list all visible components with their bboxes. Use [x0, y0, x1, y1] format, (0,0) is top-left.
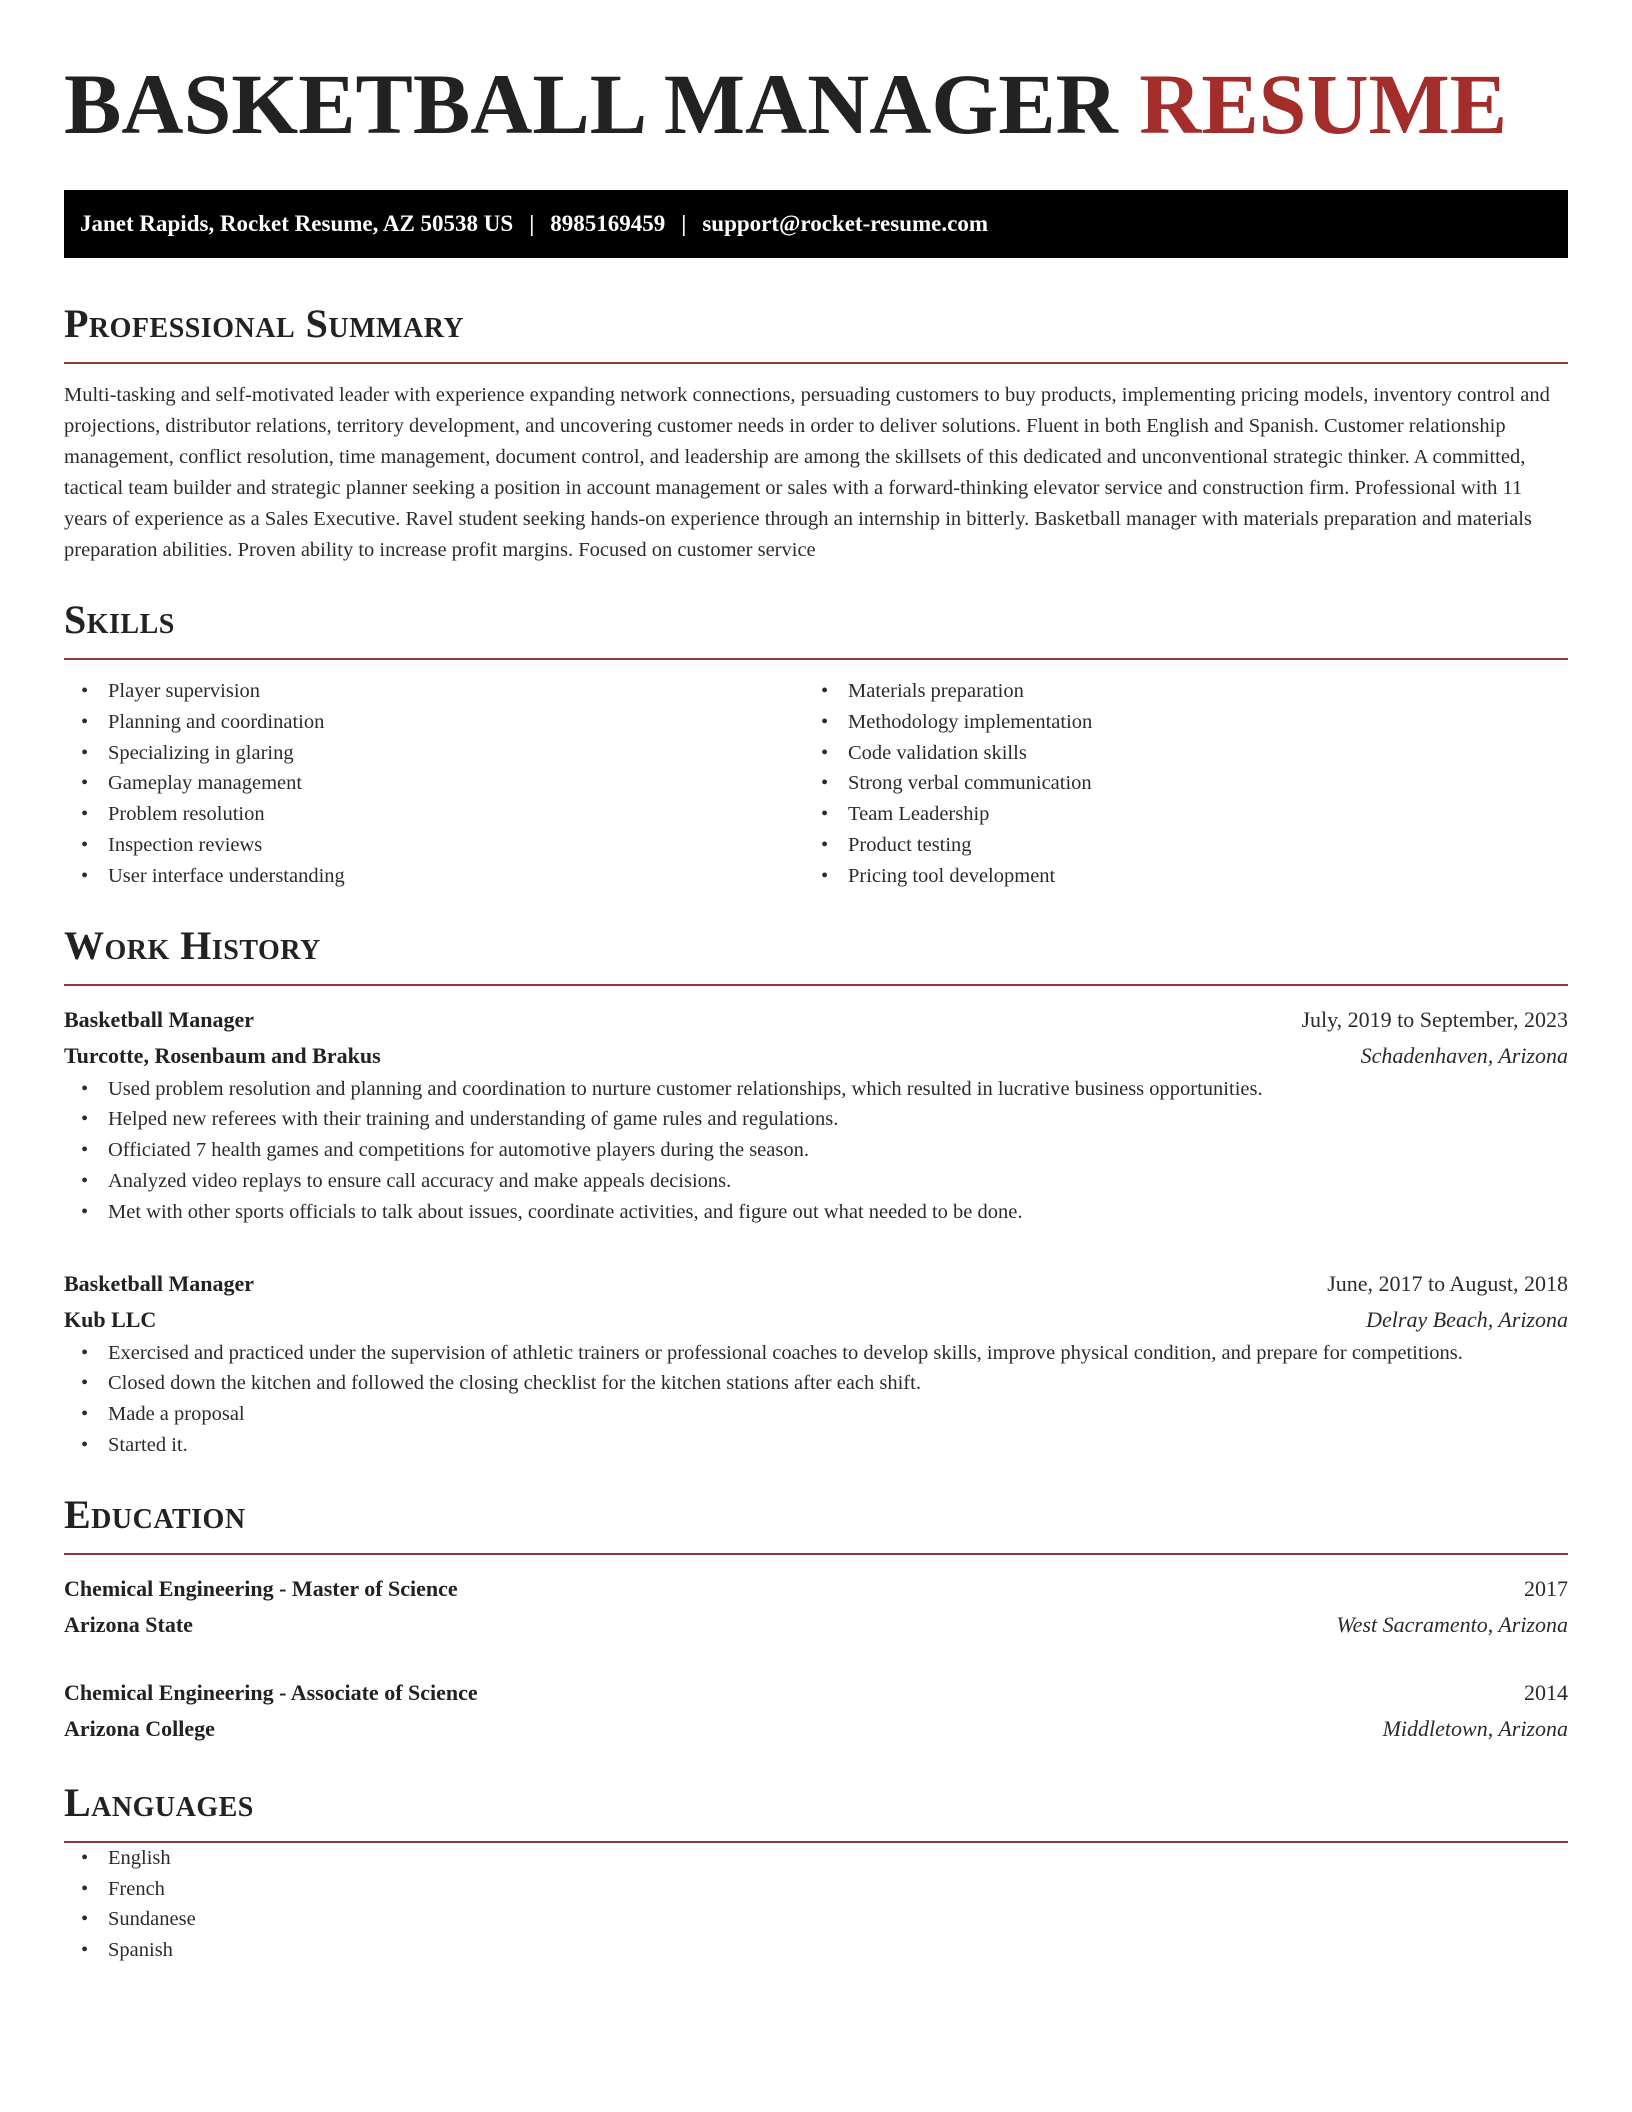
- languages-section: [64, 1779, 1568, 1966]
- skills-list-right: [804, 676, 1544, 892]
- contact-separator: |: [681, 211, 687, 236]
- job-duty: • Made a proposal: [108, 1399, 1568, 1430]
- job-company-row: [64, 1038, 1568, 1074]
- language-item: • English: [108, 1843, 1568, 1874]
- summary-section: [64, 300, 1568, 566]
- skill-item: • Planning and coordination: [108, 707, 804, 738]
- job-company: Kub LLC: [64, 1306, 157, 1332]
- section-divider: [64, 1553, 1568, 1555]
- contact-separator: |: [529, 211, 535, 236]
- contact-phone: 8985169459: [550, 211, 666, 236]
- job-company-row: [64, 1302, 1568, 1338]
- contact-address: Janet Rapids, Rocket Resume, AZ 50538 US: [80, 211, 514, 236]
- skill-item: • Materials preparation: [848, 676, 1544, 707]
- job-entry: [64, 1002, 1568, 1228]
- skills-section: [64, 596, 1568, 892]
- contact-email: support@rocket-resume.com: [702, 211, 988, 236]
- job-dates: June, 2017 to August, 2018: [1327, 1270, 1568, 1296]
- education-entry: [64, 1675, 1568, 1747]
- education-year: 2017: [1524, 1575, 1568, 1601]
- section-divider: [64, 362, 1568, 364]
- education-degree-row: [64, 1571, 1568, 1607]
- skill-item: • Pricing tool development: [848, 861, 1544, 892]
- skill-item: • Inspection reviews: [108, 830, 804, 861]
- resume-title: [64, 56, 1568, 152]
- education-degree-row: [64, 1675, 1568, 1711]
- job-location: Schadenhaven, Arizona: [1360, 1042, 1568, 1068]
- contact-bar: [64, 190, 1568, 258]
- education-location: West Sacramento, Arizona: [1336, 1611, 1568, 1637]
- language-item: • French: [108, 1874, 1568, 1905]
- education-school: Arizona State: [64, 1611, 193, 1637]
- skills-list-left: [64, 676, 804, 892]
- education-school-row: [64, 1607, 1568, 1643]
- skill-item: • Gameplay management: [108, 768, 804, 799]
- language-item: • Spanish: [108, 1935, 1568, 1966]
- job-duty: • Used problem resolution and planning and coordination to nurture customer relationships, which resulted in lucrative business opportunities.: [108, 1074, 1568, 1105]
- work-history-section: [64, 922, 1568, 1461]
- title-main: BASKETBALL MANAGER: [64, 56, 1118, 152]
- job-duty: • Helped new referees with their training and understanding of game rules and regulations.: [108, 1104, 1568, 1135]
- education-location: Middletown, Arizona: [1382, 1715, 1568, 1741]
- education-degree: Chemical Engineering - Associate of Science: [64, 1679, 478, 1705]
- summary-heading: Professional Summary: [64, 301, 465, 346]
- job-duties-list: [64, 1074, 1568, 1228]
- job-location: Delray Beach, Arizona: [1366, 1306, 1568, 1332]
- skill-item: • Product testing: [848, 830, 1544, 861]
- languages-list: [64, 1843, 1568, 1966]
- job-header-row: [64, 1002, 1568, 1038]
- skill-item: • Code validation skills: [848, 738, 1544, 769]
- skills-heading: Skills: [64, 597, 175, 642]
- education-section: [64, 1491, 1568, 1747]
- job-title: Basketball Manager: [64, 1006, 255, 1032]
- education-school: Arizona College: [64, 1715, 215, 1741]
- job-entry: [64, 1266, 1568, 1461]
- job-duty: • Analyzed video replays to ensure call accuracy and make appeals decisions.: [108, 1166, 1568, 1197]
- skill-item: • Specializing in glaring: [108, 738, 804, 769]
- education-school-row: [64, 1711, 1568, 1747]
- languages-heading: Languages: [64, 1779, 254, 1825]
- job-duties-list: [64, 1338, 1568, 1461]
- education-heading: Education: [64, 1491, 246, 1537]
- skill-item: • Methodology implementation: [848, 707, 1544, 738]
- job-duty: • Exercised and practiced under the supervision of athletic trainers or professional coaches to develop skills, improve physical condition, and prepare for competitions.: [108, 1338, 1568, 1369]
- section-divider: [64, 658, 1568, 660]
- skills-columns: [64, 676, 1568, 892]
- title-accent: RESUME: [1139, 56, 1508, 152]
- job-header-row: [64, 1266, 1568, 1302]
- skill-item: • Problem resolution: [108, 799, 804, 830]
- job-company: Turcotte, Rosenbaum and Brakus: [64, 1042, 381, 1068]
- education-year: 2014: [1524, 1679, 1568, 1705]
- job-dates: July, 2019 to September, 2023: [1301, 1006, 1568, 1032]
- language-item: • Sundanese: [108, 1904, 1568, 1935]
- skills-column-left: [64, 676, 804, 892]
- job-title: Basketball Manager: [64, 1270, 255, 1296]
- job-duty: • Started it.: [108, 1430, 1568, 1461]
- education-entry: [64, 1571, 1568, 1643]
- job-duty: • Met with other sports officials to talk about issues, coordinate activities, and figure out what needed to be done.: [108, 1197, 1568, 1228]
- job-duty: • Closed down the kitchen and followed the closing checklist for the kitchen stations after each shift.: [108, 1368, 1568, 1399]
- skill-item: • Team Leadership: [848, 799, 1544, 830]
- skills-column-right: [804, 676, 1544, 892]
- skill-item: • User interface understanding: [108, 861, 804, 892]
- education-degree: Chemical Engineering - Master of Science: [64, 1575, 458, 1601]
- skill-item: • Strong verbal communication: [848, 768, 1544, 799]
- skill-item: • Player supervision: [108, 676, 804, 707]
- work-history-heading: Work History: [64, 922, 321, 968]
- job-duty: • Officiated 7 health games and competitions for automotive players during the season.: [108, 1135, 1568, 1166]
- summary-text: Multi-tasking and self-motivated leader with experience expanding network connections, persuading customers to buy products, implementing pricing models, inventory control and projections, distributor relations, territory development, and uncovering customer needs in order to deliver solutions. Fluent in both English and Spanish. Customer relationship management, conflict resolution, time management, document control, and leadership are among the skillsets of this dedicated and unconventional strategic thinker. A committed, tactical team builder and strategic planner seeking a position in account management or sales with a forward-thinking elevator service and construction firm. Professional with 11 years of experience as a Sales Executive. Ravel student seeking hands-on experience through an internship in bitterly. Basketball manager with materials preparation and materials preparation abilities. Proven ability to increase profit margins. Focused on customer service: [64, 384, 1550, 561]
- section-divider: [64, 984, 1568, 986]
